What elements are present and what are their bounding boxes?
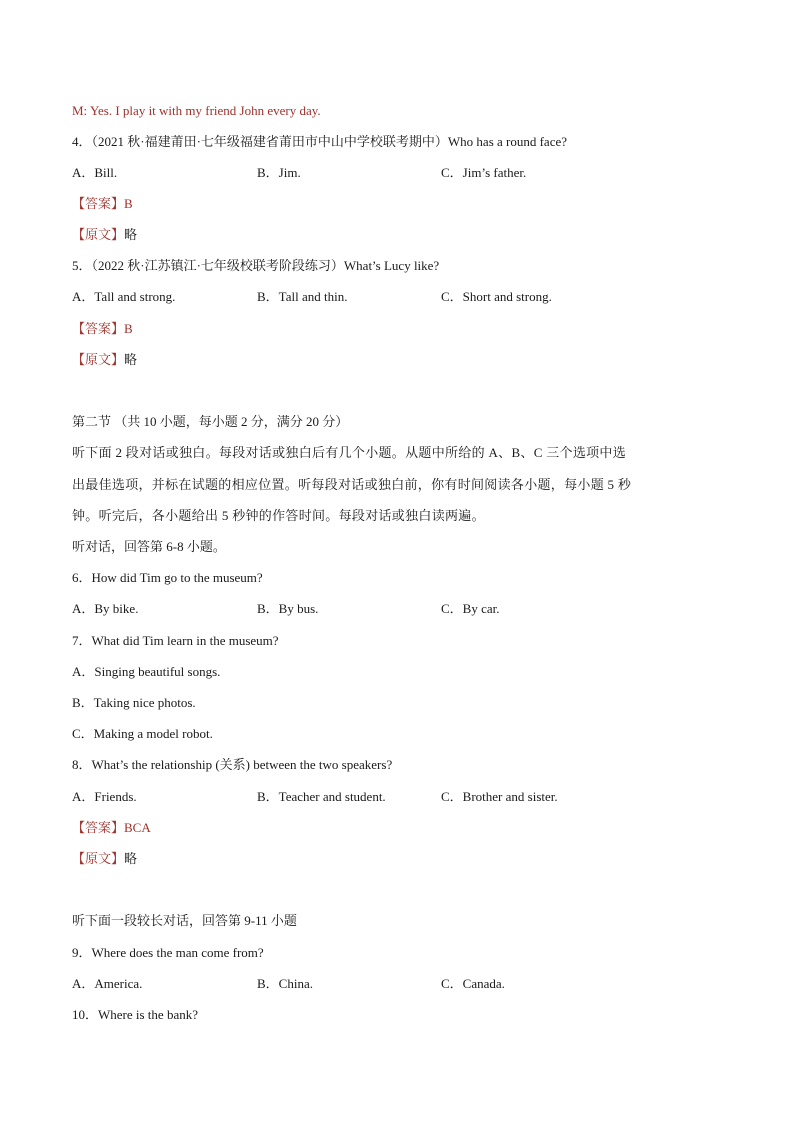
q4-answer: [72, 195, 133, 213]
answer-value: B: [124, 321, 133, 336]
q9-option-c: C．Canada.: [441, 976, 505, 991]
question-5: 5．（2022 秋·江苏镇江·七年级校联考阶段练习）What’s Lucy like?: [72, 258, 440, 273]
instructions-line-2: 出最佳选项，并标在试题的相应位置。听每段对话或独白前，你有时间阅读各小题，每小题 5 秒: [72, 477, 632, 492]
q9-option-b: B．China.: [257, 976, 313, 991]
section-2-title: 第二节 （共 10 小题，每小题 2 分，满分 20 分）: [72, 414, 349, 429]
instructions-line-3: 钟。听完后，各小题给出 5 秒钟的作答时间。每段对话或独白读两遍。: [72, 508, 485, 523]
source-value: 略: [124, 227, 138, 242]
q5-source: [72, 351, 137, 369]
q6-option-b: B．By bus.: [257, 601, 319, 616]
q4-source: [72, 226, 137, 244]
source-value: 略: [124, 352, 138, 367]
answer-value: B: [124, 196, 133, 211]
group-1-answer: [72, 819, 151, 837]
source-value: 略: [124, 851, 138, 866]
dialog-line: M: Yes. I play it with my friend John every day.: [72, 103, 321, 118]
q8-option-c: C．Brother and sister.: [441, 789, 558, 804]
q5-option-b: B．Tall and thin.: [257, 289, 348, 304]
q7-option-c: C．Making a model robot.: [72, 726, 213, 741]
q5-option-a: A．Tall and strong.: [72, 289, 176, 304]
q4-option-b: B．Jim.: [257, 165, 301, 180]
source-label: 【原文】: [72, 227, 125, 242]
source-label: 【原文】: [72, 352, 125, 367]
q5-answer: [72, 320, 133, 338]
group-1-source: [72, 850, 137, 868]
q5-option-c: C．Short and strong.: [441, 289, 552, 304]
answer-value: BCA: [124, 820, 151, 835]
question-6: 6．How did Tim go to the museum?: [72, 570, 263, 585]
question-7: 7．What did Tim learn in the museum?: [72, 633, 279, 648]
question-10: 10．Where is the bank?: [72, 1007, 198, 1022]
question-4: 4．（2021 秋·福建莆田·七年级福建省莆田市中山中学校联考期中）Who has a round face?: [72, 134, 568, 149]
answer-label: 【答案】: [72, 321, 125, 336]
q8-option-b: B．Teacher and student.: [257, 789, 386, 804]
source-label: 【原文】: [72, 851, 125, 866]
answer-label: 【答案】: [72, 820, 125, 835]
q7-option-a: A．Singing beautiful songs.: [72, 664, 221, 679]
answer-label: 【答案】: [72, 196, 125, 211]
q6-option-a: A．By bike.: [72, 601, 139, 616]
q4-option-c: C．Jim’s father.: [441, 165, 527, 180]
q7-option-b: B．Taking nice photos.: [72, 695, 196, 710]
q4-option-a: A．Bill.: [72, 165, 118, 180]
q6-option-c: C．By car.: [441, 601, 500, 616]
group-2-intro: 听下面一段较长对话，回答第 9-11 小题: [72, 913, 297, 928]
q9-option-a: A．America.: [72, 976, 143, 991]
question-9: 9．Where does the man come from?: [72, 945, 264, 960]
group-1-intro: 听对话，回答第 6-8 小题。: [72, 539, 226, 554]
instructions-line-1: 听下面 2 段对话或独白。每段对话或独白后有几个小题。从题中所给的 A、B、C 三个选项中选: [72, 445, 627, 460]
q8-option-a: A．Friends.: [72, 789, 137, 804]
question-8: 8．What’s the relationship (关系) between the two speakers?: [72, 757, 393, 772]
